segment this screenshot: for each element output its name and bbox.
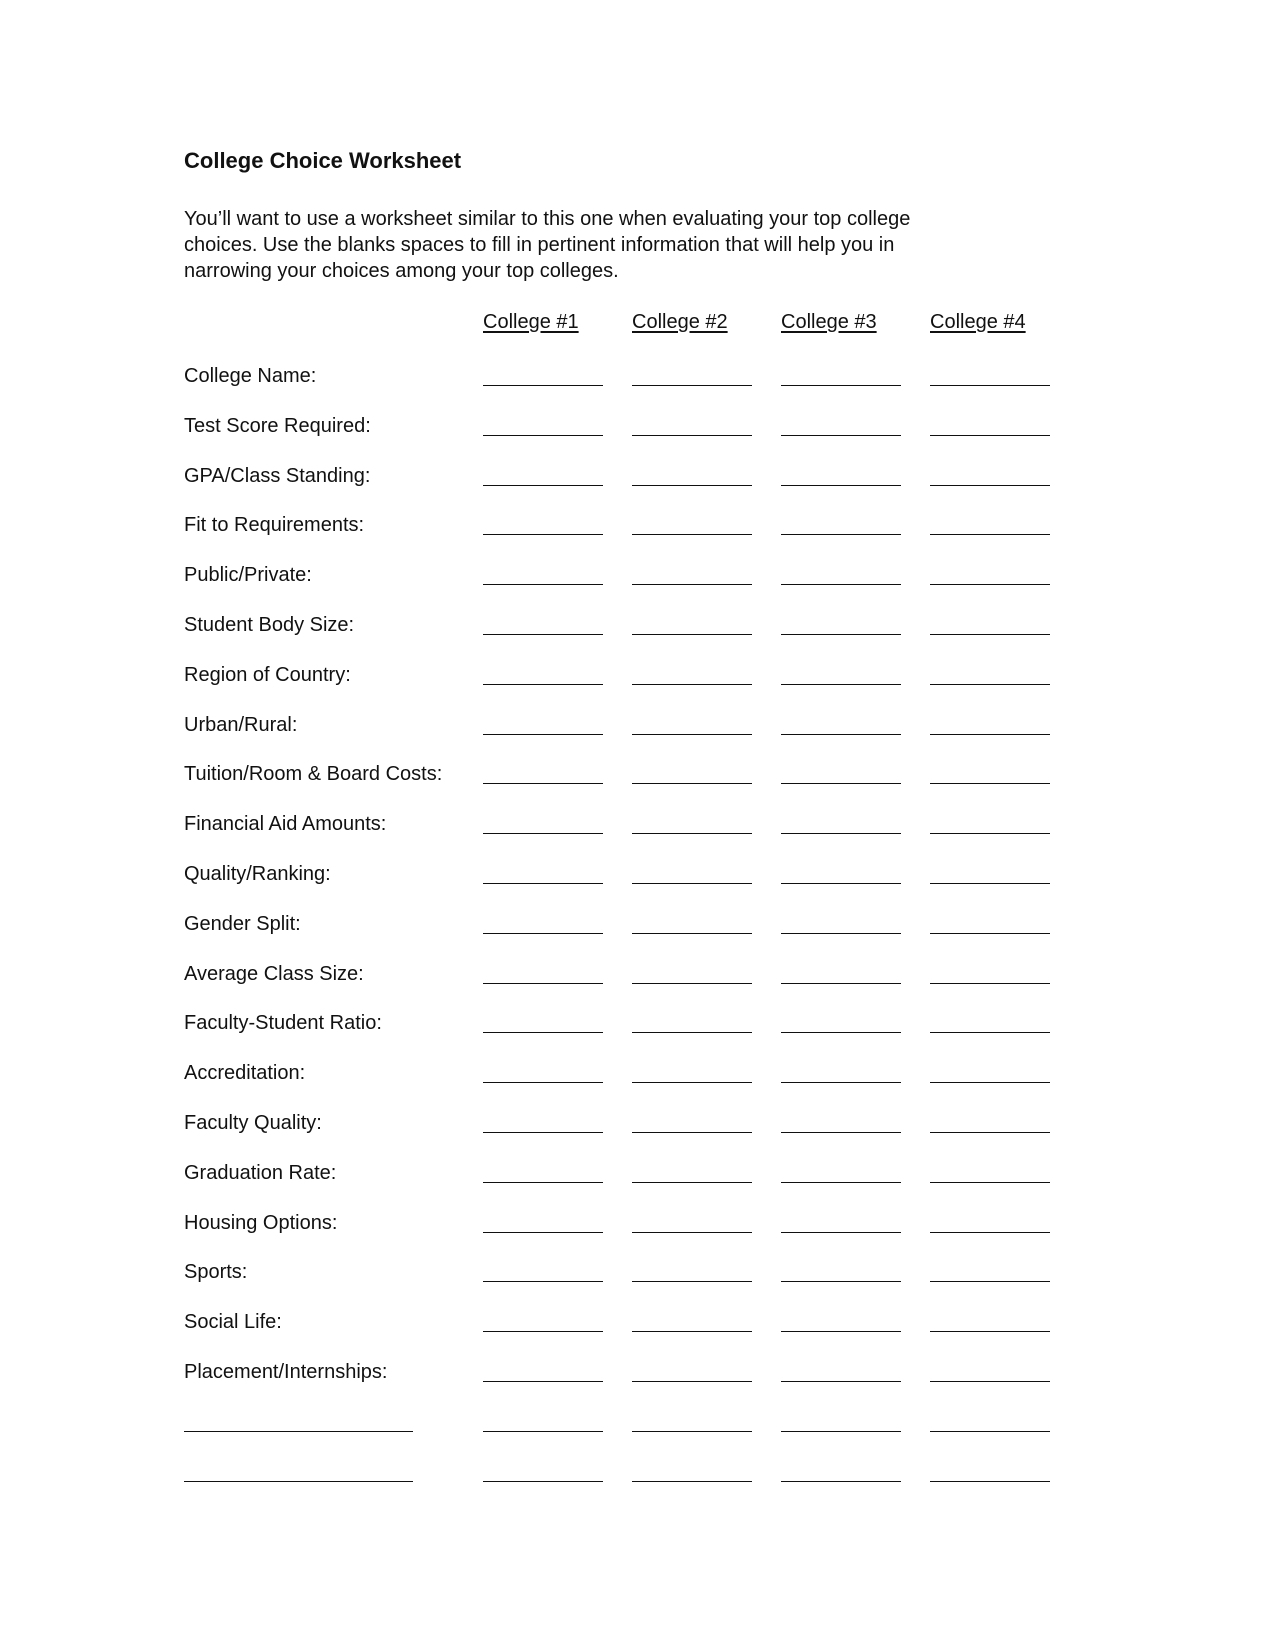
custom-criterion-blank[interactable]	[184, 1416, 413, 1432]
answer-blank-college-4[interactable]	[930, 619, 1050, 635]
answer-blank-college-1[interactable]	[483, 1266, 603, 1282]
row-label: Social Life:	[184, 1311, 282, 1333]
answer-blank-college-4[interactable]	[930, 918, 1050, 934]
custom-criterion-blank[interactable]	[184, 1466, 413, 1482]
answer-blank-college-3[interactable]	[781, 1416, 901, 1432]
answer-blank-college-2[interactable]	[632, 1316, 752, 1332]
answer-blank-college-1[interactable]	[483, 519, 603, 535]
answer-blank-college-4[interactable]	[930, 669, 1050, 685]
row-label: Sports:	[184, 1261, 248, 1283]
answer-blank-college-3[interactable]	[781, 1017, 901, 1033]
row-label: Fit to Requirements:	[184, 514, 365, 536]
answer-blank-college-1[interactable]	[483, 1366, 603, 1382]
row-label: Public/Private:	[184, 564, 312, 586]
row-label: Housing Options:	[184, 1212, 338, 1234]
row-label: Accreditation:	[184, 1062, 306, 1084]
answer-blank-college-2[interactable]	[632, 1167, 752, 1183]
answer-blank-college-1[interactable]	[483, 1067, 603, 1083]
answer-blank-college-3[interactable]	[781, 1117, 901, 1133]
answer-blank-college-3[interactable]	[781, 420, 901, 436]
answer-blank-college-2[interactable]	[632, 569, 752, 585]
answer-blank-college-1[interactable]	[483, 1167, 603, 1183]
answer-blank-college-3[interactable]	[781, 868, 901, 884]
answer-blank-college-2[interactable]	[632, 370, 752, 386]
answer-blank-college-4[interactable]	[930, 1416, 1050, 1432]
intro-line: You’ll want to use a worksheet similar to this one when evaluating your top college	[184, 208, 911, 230]
answer-blank-college-1[interactable]	[483, 669, 603, 685]
row-label: Urban/Rural:	[184, 714, 298, 736]
answer-blank-college-4[interactable]	[930, 1316, 1050, 1332]
answer-blank-college-3[interactable]	[781, 768, 901, 784]
answer-blank-college-1[interactable]	[483, 619, 603, 635]
column-header-college-2: College #2	[632, 311, 728, 333]
answer-blank-college-3[interactable]	[781, 569, 901, 585]
answer-blank-college-2[interactable]	[632, 470, 752, 486]
answer-blank-college-4[interactable]	[930, 818, 1050, 834]
answer-blank-college-4[interactable]	[930, 1466, 1050, 1482]
answer-blank-college-3[interactable]	[781, 719, 901, 735]
intro-line: choices. Use the blanks spaces to fill in pertinent information that will help you in	[184, 234, 895, 256]
answer-blank-college-3[interactable]	[781, 519, 901, 535]
row-label: Placement/Internships:	[184, 1361, 388, 1383]
answer-blank-college-3[interactable]	[781, 619, 901, 635]
answer-blank-college-1[interactable]	[483, 719, 603, 735]
row-label: Student Body Size:	[184, 614, 355, 636]
row-label: College Name:	[184, 365, 317, 387]
row-label: Tuition/Room & Board Costs:	[184, 763, 443, 785]
answer-blank-college-1[interactable]	[483, 370, 603, 386]
answer-blank-college-1[interactable]	[483, 768, 603, 784]
answer-blank-college-4[interactable]	[930, 519, 1050, 535]
answer-blank-college-3[interactable]	[781, 1466, 901, 1482]
row-label: Test Score Required:	[184, 415, 371, 437]
answer-blank-college-4[interactable]	[930, 370, 1050, 386]
answer-blank-college-1[interactable]	[483, 968, 603, 984]
answer-blank-college-2[interactable]	[632, 868, 752, 884]
answer-blank-college-2[interactable]	[632, 818, 752, 834]
intro-paragraph	[184, 206, 1084, 284]
answer-blank-college-2[interactable]	[632, 1416, 752, 1432]
answer-blank-college-3[interactable]	[781, 818, 901, 834]
answer-blank-college-2[interactable]	[632, 968, 752, 984]
row-label: GPA/Class Standing:	[184, 465, 371, 487]
answer-blank-college-1[interactable]	[483, 1117, 603, 1133]
answer-blank-college-2[interactable]	[632, 1117, 752, 1133]
answer-blank-college-3[interactable]	[781, 1366, 901, 1382]
column-header-college-3: College #3	[781, 311, 877, 333]
row-label: Faculty Quality:	[184, 1112, 322, 1134]
answer-blank-college-1[interactable]	[483, 1416, 603, 1432]
answer-blank-college-4[interactable]	[930, 768, 1050, 784]
answer-blank-college-3[interactable]	[781, 918, 901, 934]
column-header-college-4: College #4	[930, 311, 1026, 333]
answer-blank-college-3[interactable]	[781, 968, 901, 984]
answer-blank-college-4[interactable]	[930, 420, 1050, 436]
answer-blank-college-2[interactable]	[632, 1017, 752, 1033]
answer-blank-college-4[interactable]	[930, 1266, 1050, 1282]
answer-blank-college-1[interactable]	[483, 1017, 603, 1033]
answer-blank-college-2[interactable]	[632, 918, 752, 934]
answer-blank-college-2[interactable]	[632, 1217, 752, 1233]
answer-blank-college-4[interactable]	[930, 868, 1050, 884]
answer-blank-college-1[interactable]	[483, 818, 603, 834]
answer-blank-college-1[interactable]	[483, 1466, 603, 1482]
answer-blank-college-3[interactable]	[781, 1067, 901, 1083]
answer-blank-college-1[interactable]	[483, 868, 603, 884]
answer-blank-college-2[interactable]	[632, 768, 752, 784]
column-header-college-1: College #1	[483, 311, 579, 333]
answer-blank-college-4[interactable]	[930, 1217, 1050, 1233]
answer-blank-college-4[interactable]	[930, 470, 1050, 486]
answer-blank-college-2[interactable]	[632, 1466, 752, 1482]
answer-blank-college-3[interactable]	[781, 1217, 901, 1233]
answer-blank-college-1[interactable]	[483, 569, 603, 585]
answer-blank-college-4[interactable]	[930, 569, 1050, 585]
answer-blank-college-2[interactable]	[632, 1366, 752, 1382]
answer-blank-college-1[interactable]	[483, 1217, 603, 1233]
row-label: Region of Country:	[184, 664, 351, 686]
answer-blank-college-4[interactable]	[930, 968, 1050, 984]
answer-blank-college-2[interactable]	[632, 1266, 752, 1282]
answer-blank-college-4[interactable]	[930, 719, 1050, 735]
row-label: Gender Split:	[184, 913, 301, 935]
answer-blank-college-3[interactable]	[781, 370, 901, 386]
worksheet-title: College Choice Worksheet	[184, 148, 462, 173]
row-label: Faculty-Student Ratio:	[184, 1012, 382, 1034]
answer-blank-college-2[interactable]	[632, 619, 752, 635]
answer-blank-college-1[interactable]	[483, 470, 603, 486]
answer-blank-college-4[interactable]	[930, 1117, 1050, 1133]
row-label: Quality/Ranking:	[184, 863, 331, 885]
answer-blank-college-3[interactable]	[781, 1167, 901, 1183]
answer-blank-college-2[interactable]	[632, 719, 752, 735]
row-label: Average Class Size:	[184, 963, 364, 985]
answer-blank-college-3[interactable]	[781, 470, 901, 486]
answer-blank-college-2[interactable]	[632, 420, 752, 436]
answer-blank-college-1[interactable]	[483, 420, 603, 436]
intro-line: narrowing your choices among your top colleges.	[184, 260, 619, 282]
answer-blank-college-4[interactable]	[930, 1366, 1050, 1382]
answer-blank-college-4[interactable]	[930, 1017, 1050, 1033]
row-label: Graduation Rate:	[184, 1162, 337, 1184]
answer-blank-college-2[interactable]	[632, 669, 752, 685]
row-label: Financial Aid Amounts:	[184, 813, 387, 835]
answer-blank-college-3[interactable]	[781, 1316, 901, 1332]
answer-blank-college-4[interactable]	[930, 1167, 1050, 1183]
answer-blank-college-1[interactable]	[483, 1316, 603, 1332]
answer-blank-college-2[interactable]	[632, 1067, 752, 1083]
answer-blank-college-3[interactable]	[781, 1266, 901, 1282]
answer-blank-college-4[interactable]	[930, 1067, 1050, 1083]
answer-blank-college-2[interactable]	[632, 519, 752, 535]
answer-blank-college-1[interactable]	[483, 918, 603, 934]
answer-blank-college-3[interactable]	[781, 669, 901, 685]
